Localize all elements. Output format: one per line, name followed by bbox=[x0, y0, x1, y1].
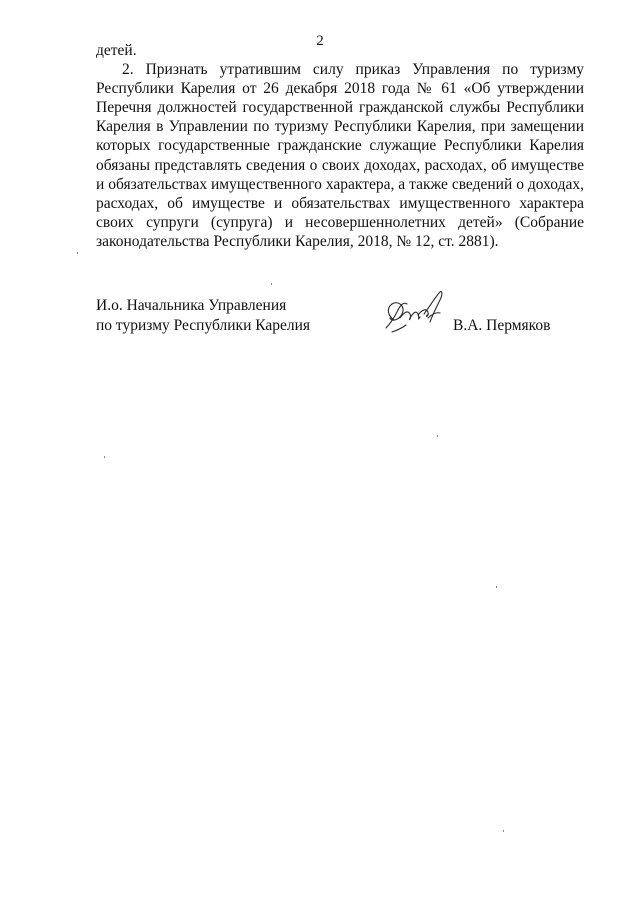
page-number: 2 bbox=[316, 33, 324, 49]
paragraph-2: 2. Признать утратившим силу приказ Управления по туризму Республики Карелия от 26 декабря 2018 года № 61 «Об утверждении Перечня должностей государственной гражданской службы Республики Карелия в Управлении по туризму Республики Карелия, при замещении которых государственные гражданские служащие Республики Карелия обязаны представлять сведения о своих доходах, расходах, об имуществе и обязательствах имущественного характера, а также сведений о доходах, расходах, об имуществе и обязательствах имущественного характера своих супруги (супруга) и несовершеннолетних детей» (Собрание законодательства Республики Карелия, 2018, № 12, ст. 2881). bbox=[96, 61, 584, 250]
scan-speck bbox=[77, 252, 78, 254]
scan-speck bbox=[271, 283, 272, 285]
document-body bbox=[96, 41, 584, 251]
signatory-position bbox=[96, 296, 310, 335]
handwritten-signature bbox=[380, 288, 450, 336]
scan-speck bbox=[437, 435, 438, 437]
signer-name: В.А. Пермяков bbox=[453, 317, 551, 334]
signatory-position-line-2: по туризму Республики Карелия bbox=[96, 316, 311, 334]
scan-speck bbox=[496, 586, 497, 588]
scan-speck bbox=[104, 456, 105, 458]
signatory-position-line-1: И.о. Начальника Управления bbox=[96, 297, 287, 314]
previous-page-continuation: детей. bbox=[96, 42, 137, 59]
scan-speck bbox=[503, 830, 504, 832]
